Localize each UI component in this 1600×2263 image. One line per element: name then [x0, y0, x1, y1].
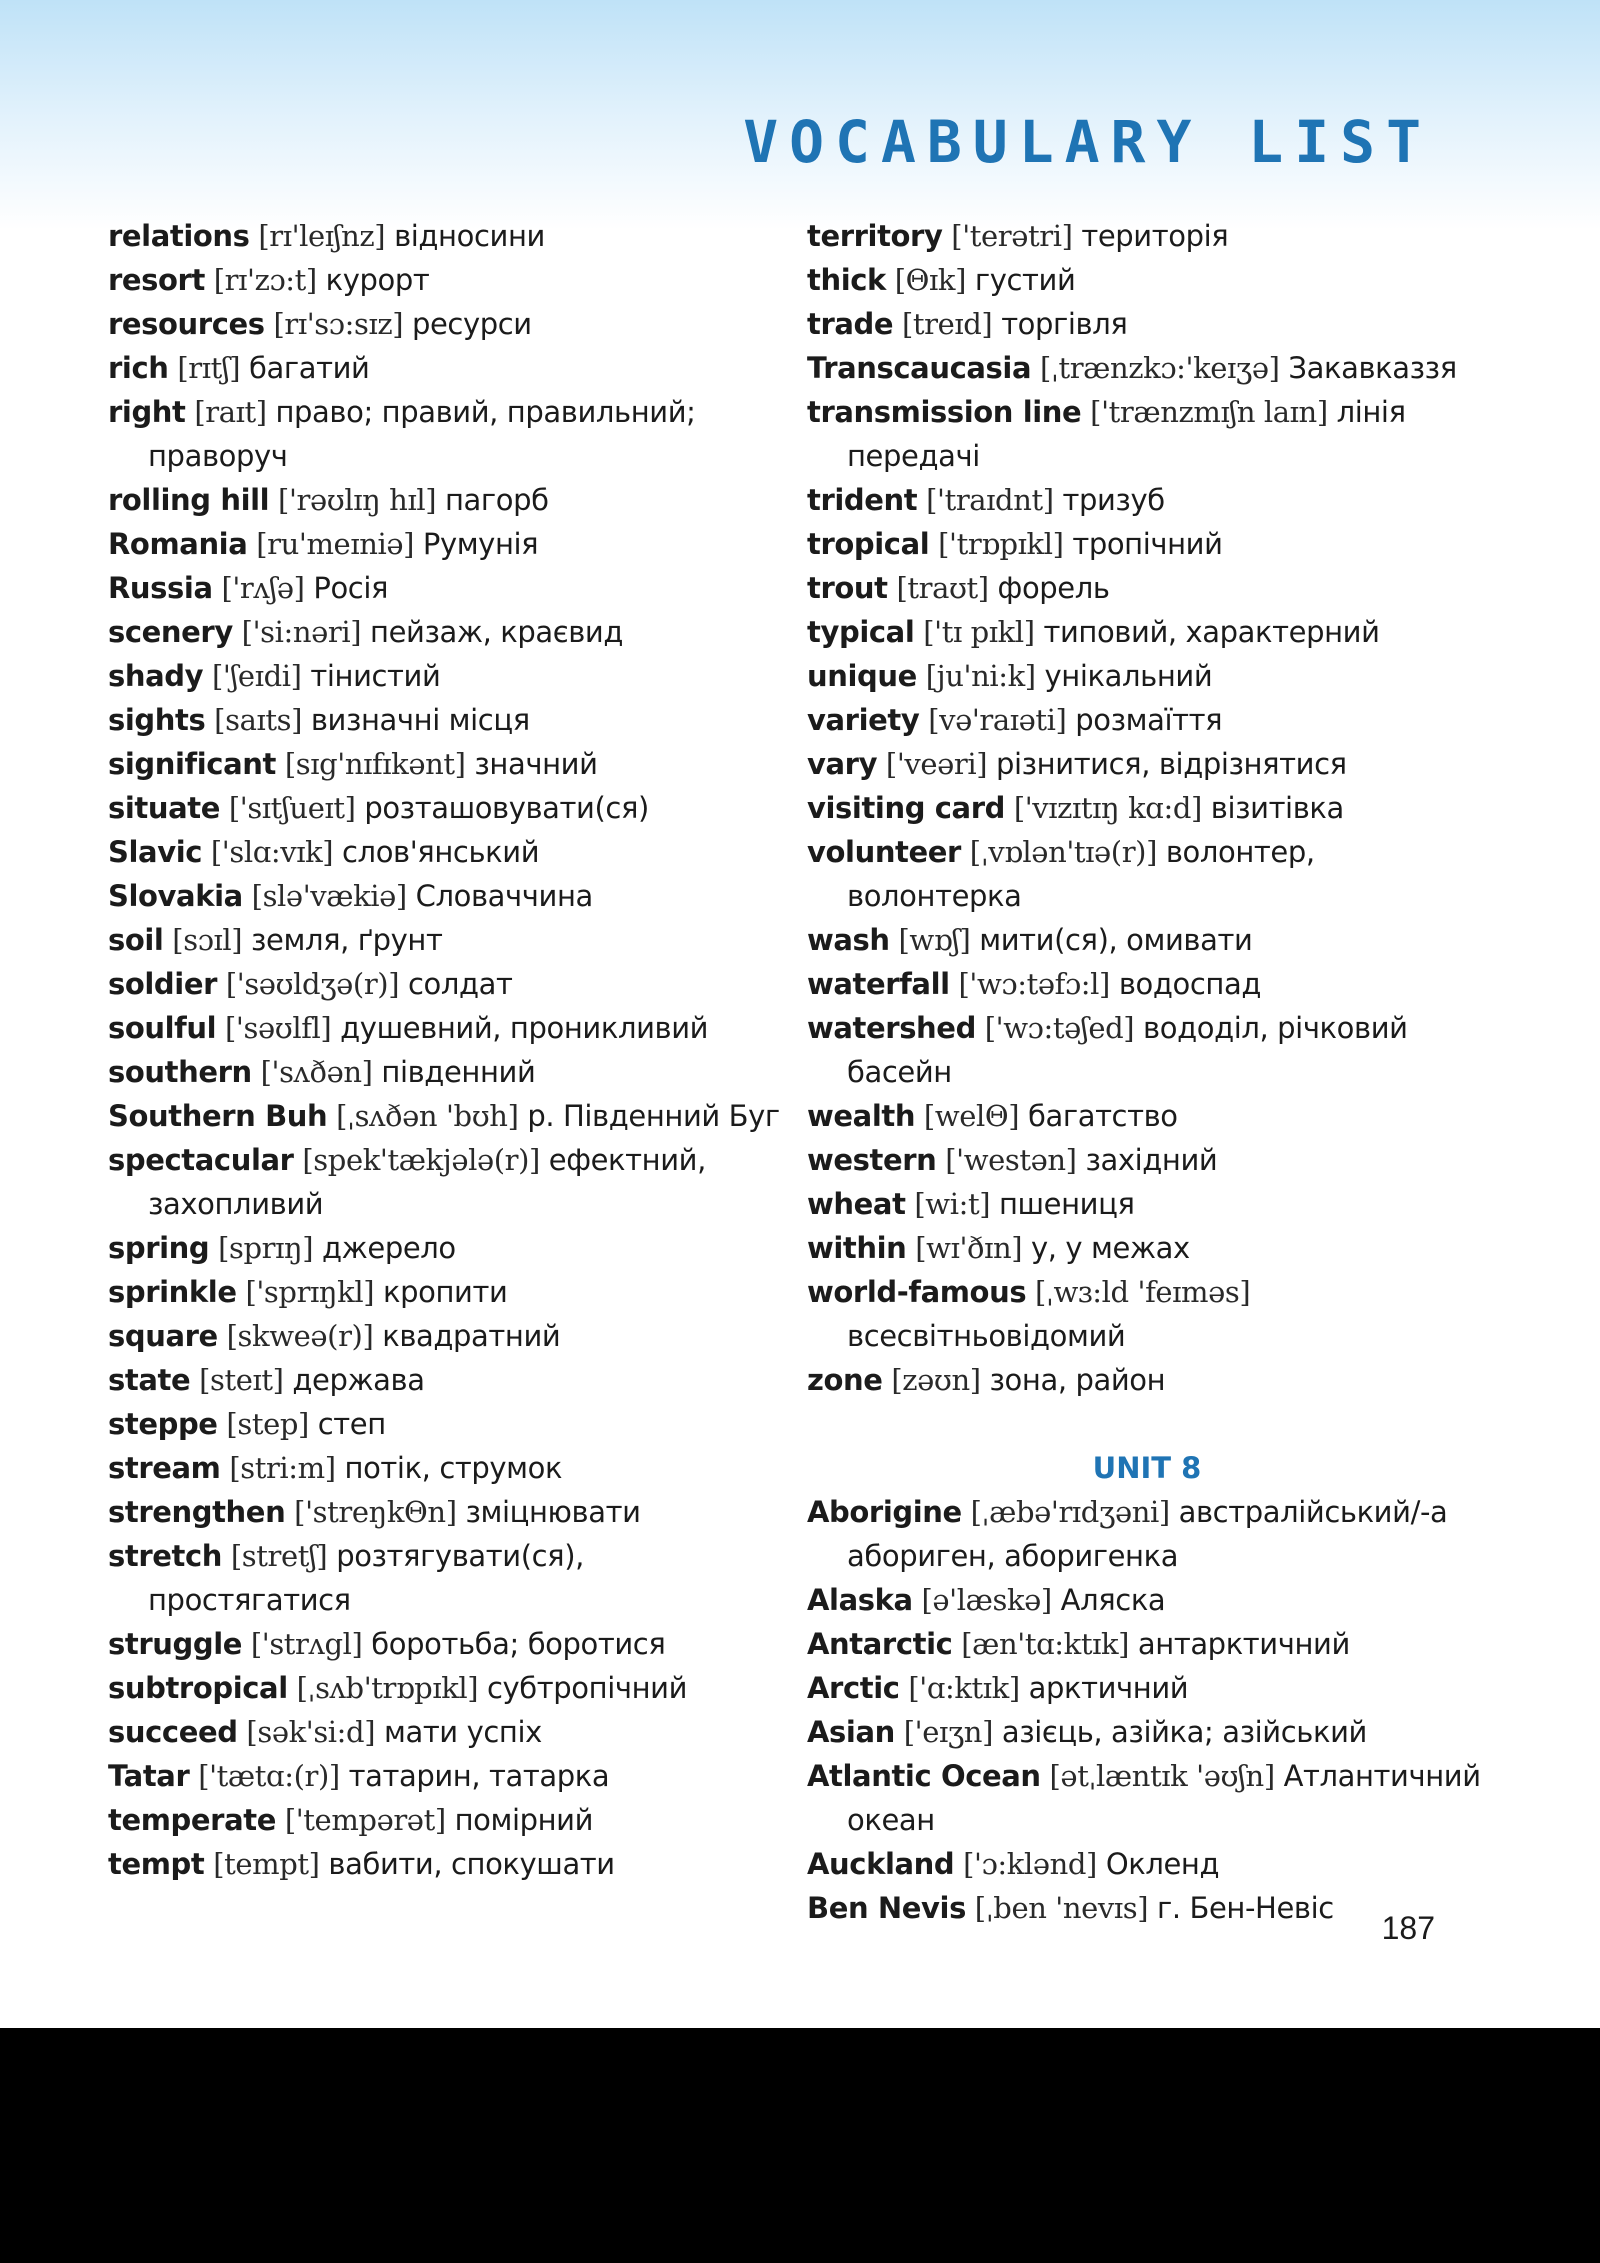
entry-translation: унікальний	[1044, 659, 1213, 693]
entry-word: Aborigine	[807, 1495, 962, 1529]
entry-word: shady	[108, 659, 204, 693]
entry-pronunciation: ['wɔ:təʃed]	[984, 1011, 1135, 1045]
entry-word: relations	[108, 219, 250, 253]
vocabulary-entry	[108, 522, 788, 566]
vocabulary-entry	[807, 1226, 1487, 1270]
entry-pronunciation: [ˌtrænzkɔ:'keɪʒə]	[1039, 351, 1280, 385]
entry-translation: слов'янський	[342, 835, 540, 869]
entry-word: western	[807, 1143, 937, 1177]
vocabulary-entry	[108, 1402, 788, 1446]
vocabulary-entry	[108, 830, 788, 874]
entry-translation: зона, район	[989, 1363, 1166, 1397]
entry-pronunciation: [wɪ'ðɪn]	[915, 1231, 1023, 1265]
vocabulary-entry	[108, 1226, 788, 1270]
vocabulary-entry	[807, 1270, 1487, 1358]
entry-pronunciation: [spek'tækjələ(r)]	[302, 1143, 540, 1177]
entry-pronunciation: ['veəri]	[885, 747, 988, 781]
entry-word: trout	[807, 571, 888, 605]
vocabulary-entry	[108, 1270, 788, 1314]
entry-word: scenery	[108, 615, 233, 649]
right-column-entries	[807, 214, 1487, 1402]
entry-pronunciation: [və'raɪəti]	[928, 703, 1067, 737]
entry-pronunciation: [saɪts]	[214, 703, 302, 737]
vocabulary-entry	[108, 390, 788, 478]
entry-pronunciation: [stri:m]	[229, 1451, 336, 1485]
vocabulary-entry	[108, 610, 788, 654]
entry-translation: солдат	[407, 967, 513, 1001]
vocabulary-entry	[807, 786, 1487, 830]
entry-pronunciation: [ju'ni:k]	[925, 659, 1036, 693]
unit-heading: UNIT 8	[1092, 1451, 1202, 1485]
vocabulary-entry	[108, 698, 788, 742]
entry-translation: помірний	[454, 1803, 594, 1837]
entry-word: Asian	[807, 1715, 895, 1749]
entry-translation: держава	[292, 1363, 425, 1397]
entry-pronunciation: ['tɪ pɪkl]	[923, 615, 1035, 649]
entry-word: visiting card	[807, 791, 1005, 825]
vocabulary-entry	[108, 654, 788, 698]
vocabulary-entry	[807, 1710, 1487, 1754]
vocabulary-entry	[108, 962, 788, 1006]
entry-translation: густий	[974, 263, 1076, 297]
entry-word: rolling hill	[108, 483, 270, 517]
entry-pronunciation: [ˌsʌb'trɒpɪkl]	[296, 1671, 479, 1705]
entry-word: southern	[108, 1055, 252, 1089]
entry-word: Arctic	[807, 1671, 900, 1705]
entry-translation: пшениця	[998, 1187, 1135, 1221]
entry-translation: вабити, спокушати	[328, 1847, 615, 1881]
entry-translation: тризуб	[1062, 483, 1165, 517]
entry-word: wealth	[807, 1099, 916, 1133]
entry-word: volunteer	[807, 835, 961, 869]
entry-word: Romania	[108, 527, 248, 561]
entry-translation: право; правий, правильний; праворуч	[148, 395, 696, 473]
vocabulary-entry	[807, 1094, 1487, 1138]
entry-pronunciation: [tempt]	[213, 1847, 320, 1881]
entry-word: watershed	[807, 1011, 976, 1045]
vocabulary-entry	[108, 1006, 788, 1050]
entry-word: Auckland	[807, 1847, 955, 1881]
vocabulary-entry	[807, 1754, 1487, 1842]
entry-pronunciation: ['si:nəri]	[241, 615, 362, 649]
entry-word: Ben Nevis	[807, 1891, 966, 1925]
vocabulary-entry	[108, 1490, 788, 1534]
entry-translation: арктичний	[1028, 1671, 1189, 1705]
vocabulary-entry	[108, 1842, 788, 1886]
entry-translation: джерело	[322, 1231, 456, 1265]
entry-pronunciation: ['trænzmɪʃn laɪn]	[1090, 395, 1328, 429]
entry-pronunciation: ['terətri]	[951, 219, 1073, 253]
entry-pronunciation: [rɪ'sɔ:sɪz]	[273, 307, 404, 341]
entry-translation: субтропічний	[487, 1671, 688, 1705]
entry-translation: розташовувати(ся)	[364, 791, 649, 825]
entry-word: sprinkle	[108, 1275, 237, 1309]
entry-word: tropical	[807, 527, 930, 561]
entry-word: state	[108, 1363, 191, 1397]
entry-pronunciation: ['eɪʒn]	[903, 1715, 993, 1749]
entry-pronunciation: [zəʊn]	[891, 1363, 981, 1397]
entry-translation: лінія передачі	[847, 395, 1406, 473]
entry-pronunciation: [ətˌlæntɪk 'əʊʃn]	[1049, 1759, 1275, 1793]
entry-translation: мити(ся), омивати	[979, 923, 1253, 957]
entry-pronunciation: [treɪd]	[902, 307, 993, 341]
entry-word: variety	[807, 703, 920, 737]
entry-word: world-famous	[807, 1275, 1027, 1309]
entry-translation: значний	[474, 747, 598, 781]
entry-word: resources	[108, 307, 265, 341]
entry-pronunciation: ['sɪtʃueɪt]	[228, 791, 356, 825]
vocabulary-entry	[108, 1798, 788, 1842]
entry-pronunciation: ['sprɪŋkl]	[245, 1275, 375, 1309]
vocabulary-entry	[108, 1138, 788, 1226]
vocabulary-entry	[108, 1666, 788, 1710]
entry-translation: тінистий	[310, 659, 441, 693]
entry-word: significant	[108, 747, 276, 781]
entry-pronunciation: [ə'læskə]	[921, 1583, 1052, 1617]
entry-pronunciation: ['ɑ:ktɪk]	[908, 1671, 1020, 1705]
entry-translation: візитівка	[1210, 791, 1344, 825]
vocabulary-entry	[108, 1358, 788, 1402]
entry-translation: західний	[1085, 1143, 1218, 1177]
left-column	[108, 214, 788, 1886]
vocabulary-entry	[807, 1666, 1487, 1710]
entry-pronunciation: ['streŋkΘn]	[294, 1495, 457, 1529]
vocabulary-entry	[807, 1006, 1487, 1094]
vocabulary-entry	[807, 1358, 1487, 1402]
entry-pronunciation: ['rəʊlɪŋ hɪl]	[278, 483, 437, 517]
entry-pronunciation: [wi:t]	[914, 1187, 991, 1221]
right-column	[807, 214, 1487, 1930]
entry-pronunciation: [Θɪk]	[894, 263, 967, 297]
entry-pronunciation: ['tempərət]	[284, 1803, 446, 1837]
vocabulary-entry	[108, 302, 788, 346]
entry-word: wash	[807, 923, 890, 957]
entry-word: thick	[807, 263, 886, 297]
entry-pronunciation: ['səʊlfl]	[225, 1011, 332, 1045]
entry-pronunciation: [rɪ'zɔ:t]	[213, 263, 317, 297]
entry-word: succeed	[108, 1715, 238, 1749]
entry-pronunciation: [raɪt]	[194, 395, 267, 429]
entry-translation: пейзаж, краєвид	[370, 615, 624, 649]
vocabulary-entry	[108, 1710, 788, 1754]
vocabulary-entry	[807, 522, 1487, 566]
entry-translation: тропічний	[1072, 527, 1223, 561]
vocabulary-entry	[807, 302, 1487, 346]
entry-word: wheat	[807, 1187, 906, 1221]
vocabulary-entry	[807, 1490, 1487, 1578]
vocabulary-entry	[108, 214, 788, 258]
entry-translation: кропити	[382, 1275, 508, 1309]
entry-translation: душевний, проникливий	[340, 1011, 709, 1045]
entry-translation: азієць, азійка; азійський	[1001, 1715, 1367, 1749]
vocabulary-entry	[807, 1578, 1487, 1622]
entry-word: steppe	[108, 1407, 218, 1441]
entry-translation: у, у межах	[1031, 1231, 1190, 1265]
entry-word: Tatar	[108, 1759, 190, 1793]
vocabulary-entry	[108, 1754, 788, 1798]
vocabulary-entry	[807, 698, 1487, 742]
vocabulary-entry	[807, 258, 1487, 302]
vocabulary-entry	[807, 478, 1487, 522]
entry-word: Slovakia	[108, 879, 243, 913]
vocabulary-entry	[807, 1138, 1487, 1182]
entry-word: spring	[108, 1231, 210, 1265]
vocabulary-entry	[807, 214, 1487, 258]
vocabulary-entry	[807, 1182, 1487, 1226]
entry-word: stretch	[108, 1539, 222, 1573]
entry-word: Antarctic	[807, 1627, 953, 1661]
entry-pronunciation: ['ɔ:klənd]	[963, 1847, 1097, 1881]
entry-word: spectacular	[108, 1143, 294, 1177]
entry-word: rich	[108, 351, 169, 385]
vocabulary-entry	[108, 478, 788, 522]
entry-translation: розтягувати(ся), простягатися	[148, 1539, 584, 1617]
entry-translation: Словаччина	[415, 879, 593, 913]
page-number: 187	[1381, 1910, 1435, 1946]
vocabulary-entry	[807, 830, 1487, 918]
vocabulary-entry	[108, 1622, 788, 1666]
entry-word: right	[108, 395, 186, 429]
entry-translation: земля, ґрунт	[251, 923, 443, 957]
entry-word: stream	[108, 1451, 221, 1485]
entry-translation: ресурси	[411, 307, 532, 341]
entry-word: square	[108, 1319, 218, 1353]
entry-pronunciation: [step]	[226, 1407, 309, 1441]
entry-translation: мати успіх	[383, 1715, 542, 1749]
vocabulary-entry	[807, 1622, 1487, 1666]
entry-pronunciation: [sək'si:d]	[246, 1715, 376, 1749]
entry-translation: волонтер, волонтерка	[847, 835, 1315, 913]
vocabulary-entry	[108, 1446, 788, 1490]
entry-pronunciation: [ru'meɪniə]	[256, 527, 415, 561]
entry-word: soil	[108, 923, 164, 957]
entry-translation: визначні місця	[310, 703, 530, 737]
entry-pronunciation: [wɒʃ]	[898, 923, 971, 957]
entry-translation: розмаїття	[1075, 703, 1223, 737]
entry-translation: зміцнювати	[465, 1495, 641, 1529]
vocabulary-entry	[807, 610, 1487, 654]
entry-word: temperate	[108, 1803, 276, 1837]
entry-pronunciation: [sɔɪl]	[172, 923, 243, 957]
entry-translation: потік, струмок	[344, 1451, 563, 1485]
entry-pronunciation: ['rʌʃə]	[221, 571, 305, 605]
entry-word: trident	[807, 483, 918, 517]
vocabulary-entry	[108, 1050, 788, 1094]
entry-pronunciation: ['traɪdnt]	[926, 483, 1054, 517]
entry-pronunciation: ['vɪzɪtɪŋ kɑ:d]	[1013, 791, 1202, 825]
entry-word: soldier	[108, 967, 217, 1001]
entry-translation: типовий, характерний	[1043, 615, 1380, 649]
entry-translation: багатий	[249, 351, 370, 385]
entry-word: trade	[807, 307, 894, 341]
entry-pronunciation: [ˌvɒlən'tɪə(r)]	[969, 835, 1158, 869]
entry-translation: торгівля	[1001, 307, 1128, 341]
vocabulary-entry	[108, 1094, 788, 1138]
vocabulary-entry	[807, 1842, 1487, 1886]
entry-translation: різнитися, відрізнятися	[996, 747, 1347, 781]
entry-translation: австралійський/-а абориген, аборигенка	[847, 1495, 1448, 1573]
entry-translation: відносини	[394, 219, 545, 253]
vocabulary-entry	[108, 1314, 788, 1358]
entry-translation: Румунія	[422, 527, 539, 561]
vocabulary-entry	[108, 874, 788, 918]
entry-word: Russia	[108, 571, 213, 605]
entry-word: resort	[108, 263, 205, 297]
vocabulary-entry	[807, 742, 1487, 786]
entry-translation: Закавказзя	[1288, 351, 1457, 385]
entry-translation: територія	[1081, 219, 1229, 253]
entry-word: typical	[807, 615, 915, 649]
entry-translation: антарктичний	[1137, 1627, 1350, 1661]
entry-translation: вододіл, річковий басейн	[847, 1011, 1408, 1089]
entry-translation: пагорб	[444, 483, 549, 517]
vocabulary-entry	[108, 1534, 788, 1622]
entry-pronunciation: ['tætɑ:(r)]	[198, 1759, 340, 1793]
entry-pronunciation: [sɪg'nɪfɪkənt]	[284, 747, 466, 781]
entry-translation: форель	[997, 571, 1110, 605]
entry-pronunciation: [rɪ'leɪʃnz]	[258, 219, 386, 253]
entry-translation: курорт	[325, 263, 430, 297]
vocabulary-entry	[807, 918, 1487, 962]
entry-translation: Росія	[313, 571, 389, 605]
entry-pronunciation: [ˌsʌðən 'bʊh]	[336, 1099, 519, 1133]
entry-translation: татарин, татарка	[348, 1759, 610, 1793]
page-title: VOCABULARY LIST	[743, 108, 1432, 176]
vocabulary-entry	[807, 566, 1487, 610]
entry-translation: р. Південний Буг	[527, 1099, 780, 1133]
entry-pronunciation: [welΘ]	[923, 1099, 1020, 1133]
entry-pronunciation: [slə'vækiə]	[251, 879, 407, 913]
vocabulary-entry	[108, 742, 788, 786]
entry-translation: квадратний	[382, 1319, 561, 1353]
entry-word: vary	[807, 747, 878, 781]
entry-pronunciation: ['wɔ:təfɔ:l]	[958, 967, 1110, 1001]
vocabulary-entry	[108, 918, 788, 962]
entry-pronunciation: [rɪtʃ]	[177, 351, 241, 385]
entry-pronunciation: [æn'tɑ:ktɪk]	[961, 1627, 1130, 1661]
entry-word: Atlantic Ocean	[807, 1759, 1041, 1793]
entry-word: transmission line	[807, 395, 1082, 429]
entry-word: zone	[807, 1363, 883, 1397]
entry-pronunciation: [stretʃ]	[230, 1539, 328, 1573]
vocabulary-entry	[807, 962, 1487, 1006]
vocabulary-entry	[108, 566, 788, 610]
entry-word: subtropical	[108, 1671, 288, 1705]
entry-word: within	[807, 1231, 907, 1265]
entry-pronunciation: ['trɒpɪkl]	[938, 527, 1064, 561]
entry-translation: степ	[317, 1407, 386, 1441]
entry-word: unique	[807, 659, 917, 693]
entry-word: Transcaucasia	[807, 351, 1032, 385]
entry-word: situate	[108, 791, 221, 825]
entry-word: territory	[807, 219, 943, 253]
entry-translation: Атлантичний океан	[847, 1759, 1481, 1837]
entry-pronunciation: ['səʊldʒə(r)]	[225, 967, 400, 1001]
entry-pronunciation: [ˌben 'nevɪs]	[974, 1891, 1149, 1925]
bottom-band	[0, 2028, 1600, 2263]
entry-translation: ефектний, захопливий	[148, 1143, 706, 1221]
entry-word: waterfall	[807, 967, 950, 1001]
vocabulary-entry	[108, 258, 788, 302]
entry-word: Southern Buh	[108, 1099, 328, 1133]
entry-pronunciation: [ˌwɜ:ld 'feɪməs]	[1035, 1275, 1251, 1309]
entry-word: soulful	[108, 1011, 217, 1045]
entry-pronunciation: ['sʌðən]	[260, 1055, 373, 1089]
entry-word: tempt	[108, 1847, 205, 1881]
entry-translation: боротьба; боротися	[371, 1627, 666, 1661]
vocabulary-entry	[807, 654, 1487, 698]
entry-word: strengthen	[108, 1495, 286, 1529]
vocabulary-entry	[108, 786, 788, 830]
entry-pronunciation: ['westən]	[945, 1143, 1077, 1177]
entry-pronunciation: ['strʌgl]	[250, 1627, 363, 1661]
entry-word: Alaska	[807, 1583, 913, 1617]
entry-translation: водоспад	[1118, 967, 1261, 1001]
entry-word: sights	[108, 703, 206, 737]
entry-pronunciation: [steɪt]	[199, 1363, 284, 1397]
entry-translation: Аляска	[1060, 1583, 1166, 1617]
entry-translation: г. Бен-Невіс	[1157, 1891, 1334, 1925]
entry-translation: Окленд	[1105, 1847, 1220, 1881]
entry-translation: південний	[381, 1055, 536, 1089]
entry-pronunciation: [traʊt]	[896, 571, 989, 605]
entry-pronunciation: [ˌæbə'rɪdʒəni]	[970, 1495, 1170, 1529]
unit-entries	[807, 1490, 1487, 1930]
entry-pronunciation: [skweə(r)]	[226, 1319, 374, 1353]
vocabulary-entry	[108, 346, 788, 390]
entry-pronunciation: ['ʃeɪdi]	[211, 659, 302, 693]
vocabulary-entry	[807, 346, 1487, 390]
entry-translation: багатство	[1028, 1099, 1178, 1133]
entry-pronunciation: [sprɪŋ]	[218, 1231, 314, 1265]
entry-word: Slavic	[108, 835, 203, 869]
entry-word: struggle	[108, 1627, 242, 1661]
entry-translation: всесвітньовідомий	[847, 1319, 1126, 1353]
entry-pronunciation: ['slɑ:vɪk]	[210, 835, 334, 869]
vocabulary-entry	[807, 390, 1487, 478]
